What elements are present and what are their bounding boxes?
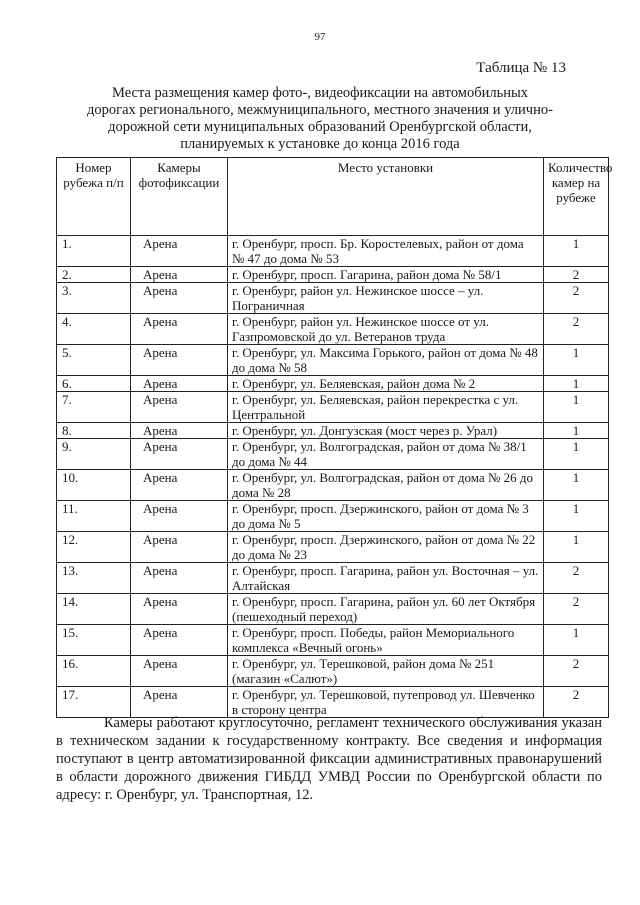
row-number: 15.	[57, 625, 131, 656]
table-header-row	[57, 158, 609, 236]
row-place: г. Оренбург, ул. Волгоградская, район от дома № 26 до дома № 28	[228, 470, 544, 501]
row-place: г. Оренбург, просп. Дзержинского, район от дома № 22 до дома № 23	[228, 532, 544, 563]
row-place: г. Оренбург, ул. Терешковой, район дома № 251 (магазин «Салют»)	[228, 656, 544, 687]
footer-paragraph: Камеры работают круглосуточно, регламент технического обслуживания указан в техническом задании к государственному контракту. Все сведения и информация поступают в центр автоматизированной фиксации административных правонарушений в области дорожного движения ГИБДД УМВД России по Оренбургской области по адресу: г. Оренбург, ул. Транспортная, 12.	[56, 715, 602, 803]
table-row	[57, 439, 609, 470]
row-place: г. Оренбург, просп. Бр. Коростелевых, район от дома № 47 до дома № 53	[228, 236, 544, 267]
row-count: 2	[544, 594, 609, 625]
table-row	[57, 376, 609, 392]
table-row	[57, 392, 609, 423]
table-row	[57, 625, 609, 656]
row-place: г. Оренбург, ул. Максима Горького, район от дома № 48 до дома № 58	[228, 345, 544, 376]
row-number: 17.	[57, 687, 131, 718]
page-number: 97	[314, 31, 326, 43]
table-row	[57, 563, 609, 594]
row-number: 11.	[57, 501, 131, 532]
table-row	[57, 501, 609, 532]
row-place: г. Оренбург, просп. Победы, район Мемориального комплекса «Вечный огонь»	[228, 625, 544, 656]
table-row	[57, 267, 609, 283]
row-count: 1	[544, 345, 609, 376]
table-row	[57, 283, 609, 314]
row-number: 12.	[57, 532, 131, 563]
row-count: 1	[544, 532, 609, 563]
row-number: 4.	[57, 314, 131, 345]
row-count: 1	[544, 625, 609, 656]
row-count: 2	[544, 563, 609, 594]
row-camera-type: Арена	[131, 625, 228, 656]
cameras-table	[56, 157, 613, 718]
row-camera-type: Арена	[131, 687, 228, 718]
row-place: г. Оренбург, ул. Беляевская, район дома № 2	[228, 376, 544, 392]
row-number: 3.	[57, 283, 131, 314]
row-camera-type: Арена	[131, 594, 228, 625]
table-row	[57, 236, 609, 267]
row-count: 2	[544, 267, 609, 283]
table-row	[57, 345, 609, 376]
table-row	[57, 656, 609, 687]
row-count: 1	[544, 376, 609, 392]
row-count: 1	[544, 236, 609, 267]
table-row	[57, 687, 609, 718]
header-camera-type: Камеры фотофиксации	[131, 158, 228, 236]
table-title	[70, 85, 570, 153]
row-count: 2	[544, 283, 609, 314]
header-place: Место установки	[228, 158, 544, 236]
row-number: 14.	[57, 594, 131, 625]
row-number: 1.	[57, 236, 131, 267]
row-camera-type: Арена	[131, 392, 228, 423]
row-place: г. Оренбург, просп. Гагарина, район ул. Восточная – ул. Алтайская	[228, 563, 544, 594]
table-body	[57, 236, 609, 718]
row-camera-type: Арена	[131, 236, 228, 267]
row-place: г. Оренбург, просп. Дзержинского, район от дома № 3 до дома № 5	[228, 501, 544, 532]
row-number: 2.	[57, 267, 131, 283]
row-place: г. Оренбург, ул. Волгоградская, район от дома № 38/1 до дома № 44	[228, 439, 544, 470]
title-line: дорогах регионального, межмуниципального, местного значения и улично-	[87, 102, 553, 118]
row-count: 2	[544, 687, 609, 718]
header-number: Номер рубежа п/п	[57, 158, 131, 236]
table-row	[57, 594, 609, 625]
header-count: Количество камер на рубеже	[544, 158, 609, 236]
row-number: 8.	[57, 423, 131, 439]
row-place: г. Оренбург, просп. Гагарина, район дома № 58/1	[228, 267, 544, 283]
row-camera-type: Арена	[131, 501, 228, 532]
row-number: 10.	[57, 470, 131, 501]
row-place: г. Оренбург, ул. Донгузская (мост через р. Урал)	[228, 423, 544, 439]
title-line: дорожной сети муниципальных образований Оренбургской области,	[108, 119, 532, 135]
row-count: 1	[544, 501, 609, 532]
row-camera-type: Арена	[131, 267, 228, 283]
row-number: 6.	[57, 376, 131, 392]
row-count: 1	[544, 392, 609, 423]
row-number: 9.	[57, 439, 131, 470]
row-number: 5.	[57, 345, 131, 376]
row-number: 7.	[57, 392, 131, 423]
table-row	[57, 532, 609, 563]
title-line: Места размещения камер фото-, видеофиксации на автомобильных	[112, 85, 528, 101]
row-camera-type: Арена	[131, 563, 228, 594]
row-camera-type: Арена	[131, 439, 228, 470]
title-line: планируемых к установке до конца 2016 года	[180, 136, 460, 152]
row-camera-type: Арена	[131, 423, 228, 439]
row-camera-type: Арена	[131, 656, 228, 687]
row-camera-type: Арена	[131, 283, 228, 314]
row-place: г. Оренбург, ул. Терешковой, путепровод ул. Шевченко в сторону центра	[228, 687, 544, 718]
row-count: 1	[544, 423, 609, 439]
row-count: 2	[544, 314, 609, 345]
table-row	[57, 314, 609, 345]
row-number: 13.	[57, 563, 131, 594]
row-count: 2	[544, 656, 609, 687]
row-place: г. Оренбург, район ул. Нежинское шоссе – ул. Пограничная	[228, 283, 544, 314]
row-place: г. Оренбург, просп. Гагарина, район ул. 60 лет Октября (пешеходный переход)	[228, 594, 544, 625]
row-number: 16.	[57, 656, 131, 687]
row-camera-type: Арена	[131, 314, 228, 345]
row-camera-type: Арена	[131, 470, 228, 501]
row-place: г. Оренбург, ул. Беляевская, район перекрестка с ул. Центральной	[228, 392, 544, 423]
table-label: Таблица № 13	[476, 60, 566, 76]
row-camera-type: Арена	[131, 532, 228, 563]
row-count: 1	[544, 470, 609, 501]
row-place: г. Оренбург, район ул. Нежинское шоссе от ул. Газпромовской до ул. Ветеранов труда	[228, 314, 544, 345]
row-camera-type: Арена	[131, 345, 228, 376]
row-camera-type: Арена	[131, 376, 228, 392]
table-row	[57, 470, 609, 501]
row-count: 1	[544, 439, 609, 470]
table-row	[57, 423, 609, 439]
